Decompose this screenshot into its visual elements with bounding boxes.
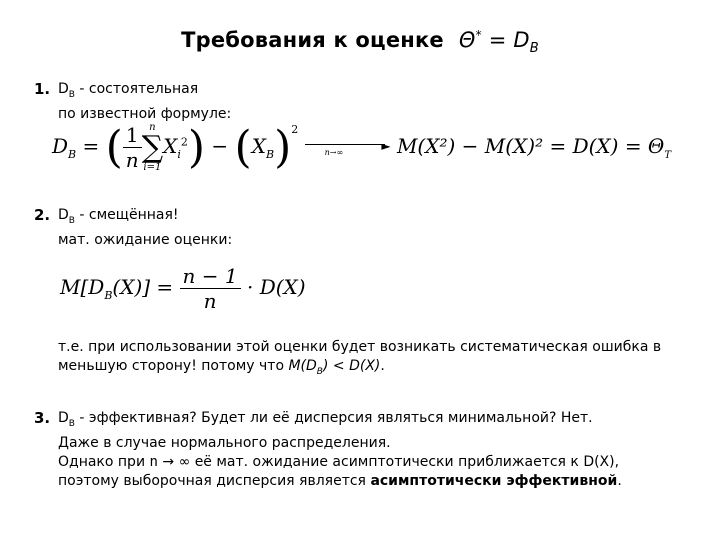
item-3-number: 3. <box>34 409 51 427</box>
f2-frac-num: n − 1 <box>180 264 241 289</box>
item-1-line2: по известной формуле: <box>58 105 232 122</box>
f2-rhs: · D(X) <box>240 275 306 299</box>
title-star: * <box>475 28 482 42</box>
item-3-line1: - эффективная? Будет ли её дисперсия являться минимальной? Нет. <box>74 410 593 426</box>
item-3-line2: Даже в случае нормального распределения. <box>58 434 391 451</box>
f2-lhs: M[D <box>60 275 105 299</box>
item-1-d: D <box>58 81 69 97</box>
item-1-line1: - состоятельная <box>74 81 199 97</box>
f2-lhs-sub: B <box>104 289 113 302</box>
item-2-note2-end: . <box>380 358 385 374</box>
f1-rparen2: ) <box>274 122 292 173</box>
item-2-d-sub: B <box>68 215 75 226</box>
f1-xi: X <box>163 134 178 158</box>
formula-2 <box>60 264 306 313</box>
f1-rhs: M(X²) − M(X)² = D(X) = Θ <box>396 134 665 158</box>
f1-xi-sub: i <box>177 148 181 161</box>
f1-rparen: ) <box>187 122 206 173</box>
item-2-line1: - смещённая! <box>74 207 179 223</box>
item-2-note2-sub: B <box>316 366 323 377</box>
item-3-line3-arrow: → ∞ <box>157 453 195 470</box>
f1-lhs-sub: B <box>68 148 77 161</box>
f1-xbar: X <box>251 134 266 158</box>
f1-eq: = <box>76 134 106 158</box>
item-3-line4-bold: асимптотически эффективной <box>370 472 618 489</box>
f1-sum <box>142 123 163 173</box>
f1-frac-num: 1 <box>123 123 142 148</box>
f1-lparen2: ( <box>234 122 252 173</box>
f2-lhs2: (X)] = <box>112 275 180 299</box>
f1-sigma: ∑ <box>141 129 164 165</box>
item-2-text <box>58 206 232 250</box>
page-title <box>0 28 720 56</box>
f1-xbar-sub: B <box>265 148 275 161</box>
item-2-number: 2. <box>34 206 51 224</box>
item-3-d-sub: B <box>68 418 75 429</box>
item-1-number: 1. <box>34 80 51 98</box>
f1-arrow-label: n→∞ <box>324 147 344 157</box>
item-2-d: D <box>58 207 69 223</box>
item-1-d-sub: B <box>68 89 75 100</box>
f1-lhs: D <box>52 134 69 158</box>
item-3-text <box>58 409 622 491</box>
item-3-d: D <box>58 410 69 426</box>
theta-symbol: Θ <box>458 28 476 52</box>
formula-1 <box>52 122 692 173</box>
item-3-line3-post: её мат. ожидание асимптотически приближается к D(X), <box>194 453 620 470</box>
item-2-note2-pre: меньшую сторону! потому что <box>58 358 289 374</box>
item-3-line4-pre: поэтому выборочная дисперсия является <box>58 472 371 489</box>
title-formula <box>458 28 539 57</box>
f1-xi-sup: 2 <box>180 135 188 149</box>
f2-frac <box>180 264 241 313</box>
f1-limit-arrow: ► n→∞ <box>305 138 391 158</box>
f1-outer-sup: 2 <box>291 123 299 136</box>
item-3-line4-end: . <box>617 472 622 489</box>
f1-lparen: ( <box>105 122 123 173</box>
f1-minus: − <box>205 134 235 158</box>
f1-frac <box>123 123 142 172</box>
item-3-line3-pre: Однако при <box>58 453 150 470</box>
item-2-note2-math: M(D <box>288 358 317 374</box>
item-1-text <box>58 80 231 124</box>
item-2-note2-post: ) < D(X) <box>322 358 381 374</box>
f2-frac-den: n <box>203 289 217 313</box>
f1-rhs-sub: T <box>664 150 671 161</box>
f1-sum-bot: i=1 <box>143 161 162 173</box>
title-sub: B <box>529 41 539 57</box>
f1-frac-den: n <box>125 148 139 172</box>
f1-sum-top: n <box>149 121 156 133</box>
title-eq: = D <box>481 28 530 52</box>
item-2-line2: мат. ожидание оценки: <box>58 231 233 248</box>
item-3-line3-n: n <box>149 453 158 470</box>
item-2-note1: т.е. при использовании этой оценки будет возникать систематическая ошибка в <box>58 339 662 355</box>
item-2-note <box>58 338 661 382</box>
title-text: Требования к оценке <box>181 28 444 52</box>
